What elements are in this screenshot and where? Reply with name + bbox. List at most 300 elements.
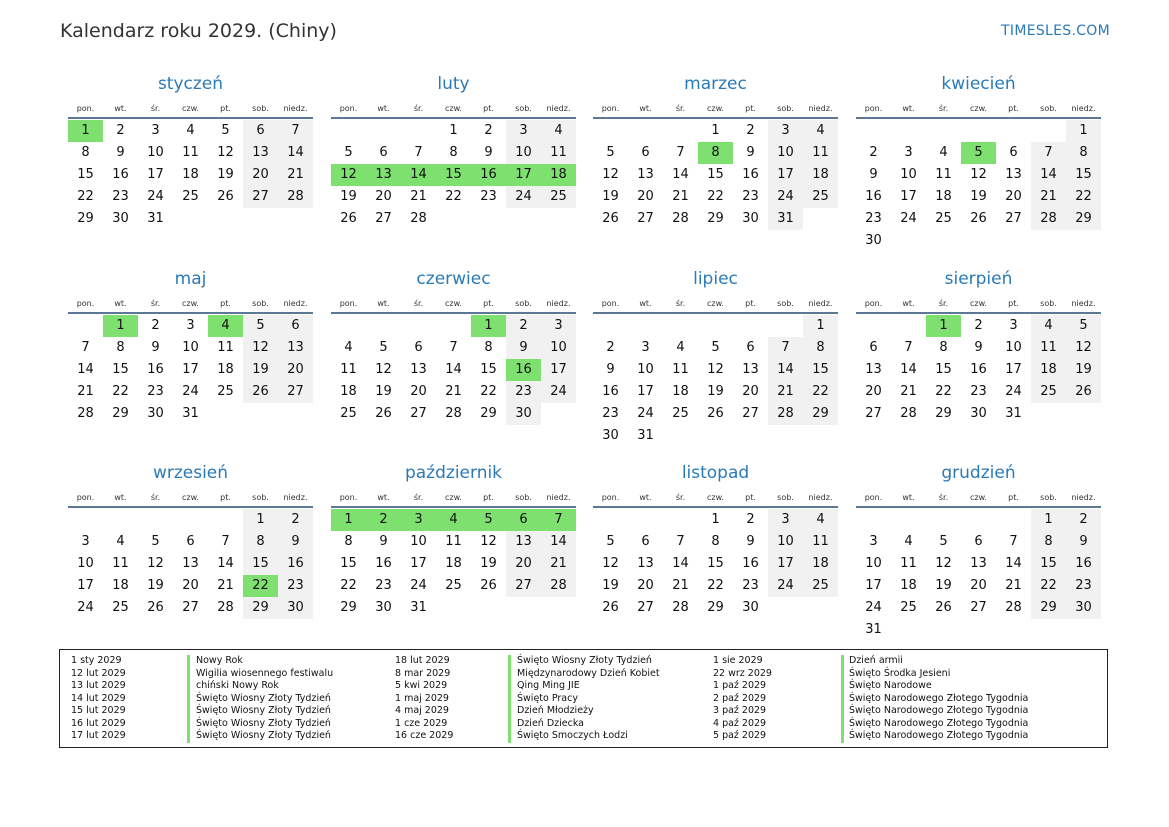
day-cell: 10 xyxy=(77,556,94,571)
day-cell: 30 xyxy=(375,600,392,615)
month-name: listopad xyxy=(681,463,750,483)
day-cell: 19 xyxy=(243,359,278,381)
day-cell: 17 xyxy=(768,164,803,186)
month-name: lipiec xyxy=(693,269,738,289)
day-cell: 17 xyxy=(865,578,882,593)
day-cell: 10 xyxy=(768,142,803,164)
day-cell: 8 xyxy=(81,145,90,160)
day-cell: 29 xyxy=(707,211,724,226)
day-cell: 18 xyxy=(803,553,838,575)
day-cell: 24 xyxy=(410,578,427,593)
day-cell: 4 xyxy=(676,340,685,355)
day-cell: 30 xyxy=(602,428,619,443)
day-cell: 18 xyxy=(900,578,917,593)
legend-date: 5 paź 2029 xyxy=(713,730,767,741)
empty-cell xyxy=(926,120,961,142)
holiday-day-cell: 6 xyxy=(506,509,541,531)
empty-cell xyxy=(628,315,663,337)
month-name: kwiecień xyxy=(941,74,1016,94)
day-grid xyxy=(68,315,313,425)
day-cell: 27 xyxy=(410,406,427,421)
day-cell: 3 xyxy=(768,509,803,531)
day-cell: 15 xyxy=(935,362,952,377)
day-cell: 21 xyxy=(77,384,94,399)
day-cell: 18 xyxy=(340,384,357,399)
legend-holiday-name: Nowy Rok xyxy=(196,655,243,666)
day-cell: 18 xyxy=(182,167,199,182)
weekday-header xyxy=(68,297,313,314)
day-cell: 27 xyxy=(742,406,759,421)
day-cell: 10 xyxy=(506,142,541,164)
day-grid xyxy=(331,315,576,425)
day-cell: 29 xyxy=(340,600,357,615)
day-cell: 8 xyxy=(1031,531,1066,553)
empty-cell xyxy=(331,315,366,337)
day-cell: 15 xyxy=(243,553,278,575)
day-cell: 22 xyxy=(77,189,94,204)
day-cell: 30 xyxy=(147,406,164,421)
day-cell: 24 xyxy=(865,600,882,615)
day-cell: 5 xyxy=(221,123,230,138)
day-cell: 26 xyxy=(602,211,619,226)
day-cell: 27 xyxy=(637,600,654,615)
day-cell: 11 xyxy=(935,167,952,182)
day-cell: 26 xyxy=(375,406,392,421)
weekday-label: wt. xyxy=(639,299,652,308)
day-cell: 8 xyxy=(711,534,720,549)
month-name: styczeń xyxy=(157,74,224,94)
day-cell: 16 xyxy=(278,553,313,575)
day-cell: 13 xyxy=(243,142,278,164)
day-cell: 23 xyxy=(1066,575,1101,597)
day-cell: 11 xyxy=(900,556,917,571)
month-block xyxy=(593,72,838,230)
weekday-label: pon. xyxy=(864,104,883,113)
weekday-label: sob. xyxy=(515,104,532,113)
holiday-day-cell: 8 xyxy=(698,142,733,164)
day-cell: 31 xyxy=(1005,406,1022,421)
empty-cell xyxy=(926,509,961,531)
day-cell: 10 xyxy=(900,167,917,182)
day-cell: 19 xyxy=(375,384,392,399)
day-cell: 12 xyxy=(602,556,619,571)
weekday-label: śr. xyxy=(413,299,424,308)
holiday-day-cell: 1 xyxy=(68,120,103,142)
day-cell: 23 xyxy=(506,381,541,403)
month-block xyxy=(68,461,313,619)
weekday-label: pt. xyxy=(1008,493,1019,502)
day-cell: 7 xyxy=(1009,534,1018,549)
weekday-label: czw. xyxy=(445,104,462,113)
day-cell: 27 xyxy=(506,575,541,597)
day-grid xyxy=(856,509,1101,641)
weekday-label: wt. xyxy=(377,493,390,502)
day-cell: 7 xyxy=(221,534,230,549)
day-cell: 24 xyxy=(1005,384,1022,399)
day-cell: 30 xyxy=(970,406,987,421)
legend-date: 3 paź 2029 xyxy=(713,705,767,716)
legend-date: 22 wrz 2029 xyxy=(713,667,772,679)
day-cell: 11 xyxy=(672,362,689,377)
day-cell: 17 xyxy=(768,553,803,575)
day-grid xyxy=(331,509,576,619)
day-cell: 27 xyxy=(375,211,392,226)
day-cell: 27 xyxy=(970,600,987,615)
day-cell: 10 xyxy=(182,340,199,355)
month-block xyxy=(68,72,313,230)
weekday-label: sob. xyxy=(777,493,794,502)
day-cell: 11 xyxy=(803,142,838,164)
legend-holiday-name: chiński Nowy Rok xyxy=(196,680,279,691)
weekday-label: pt. xyxy=(745,493,756,502)
weekday-label: sob. xyxy=(777,104,794,113)
day-cell: 11 xyxy=(541,142,576,164)
day-cell: 20 xyxy=(637,578,654,593)
day-cell: 6 xyxy=(869,340,878,355)
legend-date: 1 sie 2029 xyxy=(713,655,763,666)
holiday-day-cell: 5 xyxy=(961,142,996,164)
day-cell: 24 xyxy=(900,211,917,226)
weekday-label: wt. xyxy=(377,299,390,308)
month-name: sierpień xyxy=(944,269,1013,289)
day-cell: 16 xyxy=(375,556,392,571)
day-cell: 1 xyxy=(711,123,720,138)
day-cell: 1 xyxy=(1031,509,1066,531)
day-cell: 27 xyxy=(278,381,313,403)
day-cell: 9 xyxy=(974,340,983,355)
empty-cell xyxy=(768,315,803,337)
day-cell: 22 xyxy=(1066,186,1101,208)
legend-holiday-name: Dzień Dziecka xyxy=(517,717,584,729)
day-cell: 16 xyxy=(112,167,129,182)
day-cell: 26 xyxy=(217,189,234,204)
day-cell: 14 xyxy=(672,167,689,182)
day-cell: 5 xyxy=(711,340,720,355)
day-cell: 13 xyxy=(970,556,987,571)
day-cell: 25 xyxy=(182,189,199,204)
day-cell: 31 xyxy=(147,211,164,226)
day-cell: 12 xyxy=(147,556,164,571)
holiday-day-cell: 16 xyxy=(506,359,541,381)
empty-cell xyxy=(68,315,103,337)
day-cell: 19 xyxy=(1066,359,1101,381)
page-title: Kalendarz roku 2029. (Chiny) xyxy=(60,20,337,42)
empty-cell xyxy=(628,120,663,142)
legend-holiday-name: Święto Smoczych Łodzi xyxy=(517,730,628,741)
day-cell: 4 xyxy=(904,534,913,549)
day-cell: 28 xyxy=(1031,208,1066,230)
day-cell: 12 xyxy=(1066,337,1101,359)
month-name: czerwiec xyxy=(416,269,491,289)
day-cell: 2 xyxy=(746,123,755,138)
legend-holiday-name: Święto Wiosny Złoty Tydzień xyxy=(196,717,331,729)
legend-holiday-name: Święto Narodowego Złotego Tygodnia xyxy=(849,730,1029,741)
weekday-label: pon. xyxy=(864,493,883,502)
day-cell: 24 xyxy=(77,600,94,615)
weekday-label: pt. xyxy=(220,299,231,308)
day-cell: 4 xyxy=(344,340,353,355)
day-cell: 10 xyxy=(147,145,164,160)
empty-cell xyxy=(996,120,1031,142)
holiday-day-cell: 22 xyxy=(243,575,278,597)
weekday-label: pt. xyxy=(745,299,756,308)
weekday-label: czw. xyxy=(970,299,987,308)
day-grid xyxy=(856,315,1101,425)
day-cell: 24 xyxy=(541,381,576,403)
weekday-label: śr. xyxy=(938,299,949,308)
empty-cell xyxy=(856,315,891,337)
empty-cell xyxy=(961,509,996,531)
day-cell: 8 xyxy=(939,340,948,355)
day-cell: 11 xyxy=(112,556,129,571)
day-cell: 31 xyxy=(182,406,199,421)
day-cell: 1 xyxy=(1066,120,1101,142)
day-cell: 30 xyxy=(506,403,541,425)
legend-holiday-name: Dzień armii xyxy=(849,655,903,666)
holiday-day-cell: 1 xyxy=(926,315,961,337)
empty-cell xyxy=(996,509,1031,531)
day-cell: 7 xyxy=(81,340,90,355)
weekday-label: pt. xyxy=(1008,299,1019,308)
day-cell: 21 xyxy=(445,384,462,399)
day-cell: 9 xyxy=(746,534,755,549)
day-cell: 7 xyxy=(414,145,423,160)
day-cell: 14 xyxy=(217,556,234,571)
day-cell: 23 xyxy=(147,384,164,399)
day-cell: 19 xyxy=(147,578,164,593)
day-cell: 14 xyxy=(445,362,462,377)
holiday-day-cell: 18 xyxy=(541,164,576,186)
day-cell: 1 xyxy=(711,512,720,527)
day-cell: 6 xyxy=(243,120,278,142)
day-cell: 2 xyxy=(1066,509,1101,531)
empty-cell xyxy=(138,509,173,531)
day-grid xyxy=(593,120,838,230)
legend-holiday-name: Święto Środka Jesieni xyxy=(849,667,951,679)
day-cell: 14 xyxy=(278,142,313,164)
day-cell: 3 xyxy=(641,340,650,355)
weekday-label: pon. xyxy=(601,104,620,113)
weekday-label: wt. xyxy=(114,299,127,308)
holiday-day-cell: 3 xyxy=(401,509,436,531)
day-cell: 30 xyxy=(742,211,759,226)
day-cell: 21 xyxy=(278,164,313,186)
day-cell: 21 xyxy=(900,384,917,399)
day-cell: 19 xyxy=(602,189,619,204)
day-cell: 13 xyxy=(637,167,654,182)
day-cell: 5 xyxy=(1066,315,1101,337)
day-cell: 6 xyxy=(414,340,423,355)
legend-date: 4 paź 2029 xyxy=(713,717,767,729)
day-cell: 10 xyxy=(541,337,576,359)
day-cell: 25 xyxy=(672,406,689,421)
weekday-label: niedz. xyxy=(808,299,833,308)
day-cell: 14 xyxy=(672,556,689,571)
weekday-label: niedz. xyxy=(283,299,308,308)
holiday-day-cell: 7 xyxy=(541,509,576,531)
month-block xyxy=(593,461,838,619)
weekday-label: niedz. xyxy=(1071,493,1096,502)
day-cell: 7 xyxy=(278,120,313,142)
legend-holiday-name: Święto Narodowego Złotego Tygodnia xyxy=(849,717,1029,729)
day-cell: 4 xyxy=(939,145,948,160)
day-cell: 2 xyxy=(116,123,125,138)
day-cell: 9 xyxy=(506,337,541,359)
day-cell: 12 xyxy=(602,167,619,182)
day-cell: 13 xyxy=(410,362,427,377)
legend-holiday-name: Międzynarodowy Dzień Kobiet xyxy=(517,667,660,679)
day-cell: 5 xyxy=(379,340,388,355)
weekday-label: śr. xyxy=(675,299,686,308)
day-cell: 28 xyxy=(217,600,234,615)
legend-date: 1 cze 2029 xyxy=(395,717,448,729)
day-cell: 23 xyxy=(375,578,392,593)
day-cell: 2 xyxy=(974,318,983,333)
day-cell: 3 xyxy=(81,534,90,549)
day-cell: 18 xyxy=(217,362,234,377)
weekday-label: pon. xyxy=(601,299,620,308)
day-cell: 26 xyxy=(707,406,724,421)
legend-holiday-name: Święto Narodowego Złotego Tygodnia xyxy=(849,692,1029,704)
day-cell: 27 xyxy=(637,211,654,226)
weekday-label: wt. xyxy=(114,493,127,502)
day-cell: 1 xyxy=(803,315,838,337)
weekday-header xyxy=(856,297,1101,314)
day-cell: 23 xyxy=(480,189,497,204)
legend-holiday-name: Święto Narodowe xyxy=(849,680,932,691)
day-cell: 12 xyxy=(707,362,724,377)
day-grid xyxy=(593,509,838,619)
day-cell: 31 xyxy=(410,600,427,615)
day-cell: 7 xyxy=(904,340,913,355)
legend-divider xyxy=(841,655,844,743)
weekday-label: czw. xyxy=(445,299,462,308)
day-cell: 9 xyxy=(606,362,615,377)
day-cell: 9 xyxy=(379,534,388,549)
weekday-label: czw. xyxy=(182,299,199,308)
empty-cell xyxy=(891,315,926,337)
holiday-day-cell: 15 xyxy=(436,164,471,186)
day-cell: 28 xyxy=(672,600,689,615)
legend-date: 18 lut 2029 xyxy=(395,655,450,666)
day-cell: 26 xyxy=(340,211,357,226)
holiday-day-cell: 14 xyxy=(401,164,436,186)
day-cell: 31 xyxy=(768,208,803,230)
day-cell: 22 xyxy=(445,189,462,204)
day-cell: 9 xyxy=(1066,531,1101,553)
weekday-label: pt. xyxy=(483,104,494,113)
day-cell: 9 xyxy=(746,145,755,160)
weekday-label: czw. xyxy=(707,493,724,502)
weekday-header xyxy=(593,297,838,314)
day-cell: 11 xyxy=(1031,337,1066,359)
weekday-label: sob. xyxy=(1040,299,1057,308)
empty-cell xyxy=(366,120,401,142)
legend-date: 1 paź 2029 xyxy=(713,680,767,691)
day-cell: 31 xyxy=(637,428,654,443)
day-cell: 16 xyxy=(970,362,987,377)
day-cell: 19 xyxy=(935,578,952,593)
day-cell: 29 xyxy=(1031,597,1066,619)
day-cell: 30 xyxy=(278,597,313,619)
legend-date: 16 lut 2029 xyxy=(71,717,126,729)
day-cell: 22 xyxy=(340,578,357,593)
day-cell: 21 xyxy=(1005,578,1022,593)
day-cell: 3 xyxy=(869,534,878,549)
day-cell: 10 xyxy=(410,534,427,549)
day-cell: 22 xyxy=(803,381,838,403)
day-cell: 15 xyxy=(480,362,497,377)
day-cell: 25 xyxy=(1031,381,1066,403)
day-cell: 24 xyxy=(768,186,803,208)
weekday-label: niedz. xyxy=(808,104,833,113)
day-cell: 25 xyxy=(217,384,234,399)
legend-dates-column-2 xyxy=(395,655,453,743)
day-cell: 28 xyxy=(1005,600,1022,615)
day-cell: 22 xyxy=(480,384,497,399)
weekday-label: wt. xyxy=(902,299,915,308)
day-cell: 19 xyxy=(217,167,234,182)
legend-holiday-name: Święto Wiosny Złoty Tydzień xyxy=(517,655,652,666)
day-cell: 9 xyxy=(278,531,313,553)
day-cell: 20 xyxy=(243,164,278,186)
day-cell: 13 xyxy=(865,362,882,377)
day-cell: 6 xyxy=(186,534,195,549)
day-cell: 20 xyxy=(1005,189,1022,204)
legend-holiday-name: Święto Narodowego Złotego Tygodnia xyxy=(849,705,1029,716)
day-cell: 5 xyxy=(606,534,615,549)
weekday-label: pt. xyxy=(1008,104,1019,113)
day-cell: 14 xyxy=(77,362,94,377)
day-cell: 29 xyxy=(803,403,838,425)
legend-date: 12 lut 2029 xyxy=(71,667,126,679)
weekday-label: pt. xyxy=(220,493,231,502)
day-cell: 20 xyxy=(278,359,313,381)
day-cell: 5 xyxy=(151,534,160,549)
legend-date: 1 maj 2029 xyxy=(395,692,449,704)
weekday-header xyxy=(68,102,313,119)
day-cell: 29 xyxy=(243,597,278,619)
day-cell: 21 xyxy=(1031,186,1066,208)
day-cell: 11 xyxy=(340,362,357,377)
day-cell: 29 xyxy=(935,406,952,421)
day-cell: 13 xyxy=(742,362,759,377)
empty-cell xyxy=(698,315,733,337)
day-cell: 22 xyxy=(707,189,724,204)
day-cell: 2 xyxy=(484,123,493,138)
weekday-label: sob. xyxy=(252,493,269,502)
legend-divider xyxy=(187,655,190,743)
holiday-day-cell: 16 xyxy=(471,164,506,186)
day-cell: 28 xyxy=(77,406,94,421)
legend-holiday-name: Dzień Młodzieży xyxy=(517,705,594,716)
day-cell: 17 xyxy=(77,578,94,593)
day-cell: 9 xyxy=(869,167,878,182)
day-cell: 4 xyxy=(803,509,838,531)
weekday-label: czw. xyxy=(707,299,724,308)
site-brand-link[interactable]: TIMESLES.COM xyxy=(1001,23,1110,39)
day-cell: 2 xyxy=(506,315,541,337)
legend-date: 14 lut 2029 xyxy=(71,692,126,704)
day-cell: 30 xyxy=(865,233,882,248)
weekday-header xyxy=(331,297,576,314)
weekday-label: pt. xyxy=(220,104,231,113)
weekday-label: sob. xyxy=(252,104,269,113)
day-cell: 4 xyxy=(116,534,125,549)
empty-cell xyxy=(593,315,628,337)
day-cell: 17 xyxy=(147,167,164,182)
day-cell: 6 xyxy=(641,534,650,549)
